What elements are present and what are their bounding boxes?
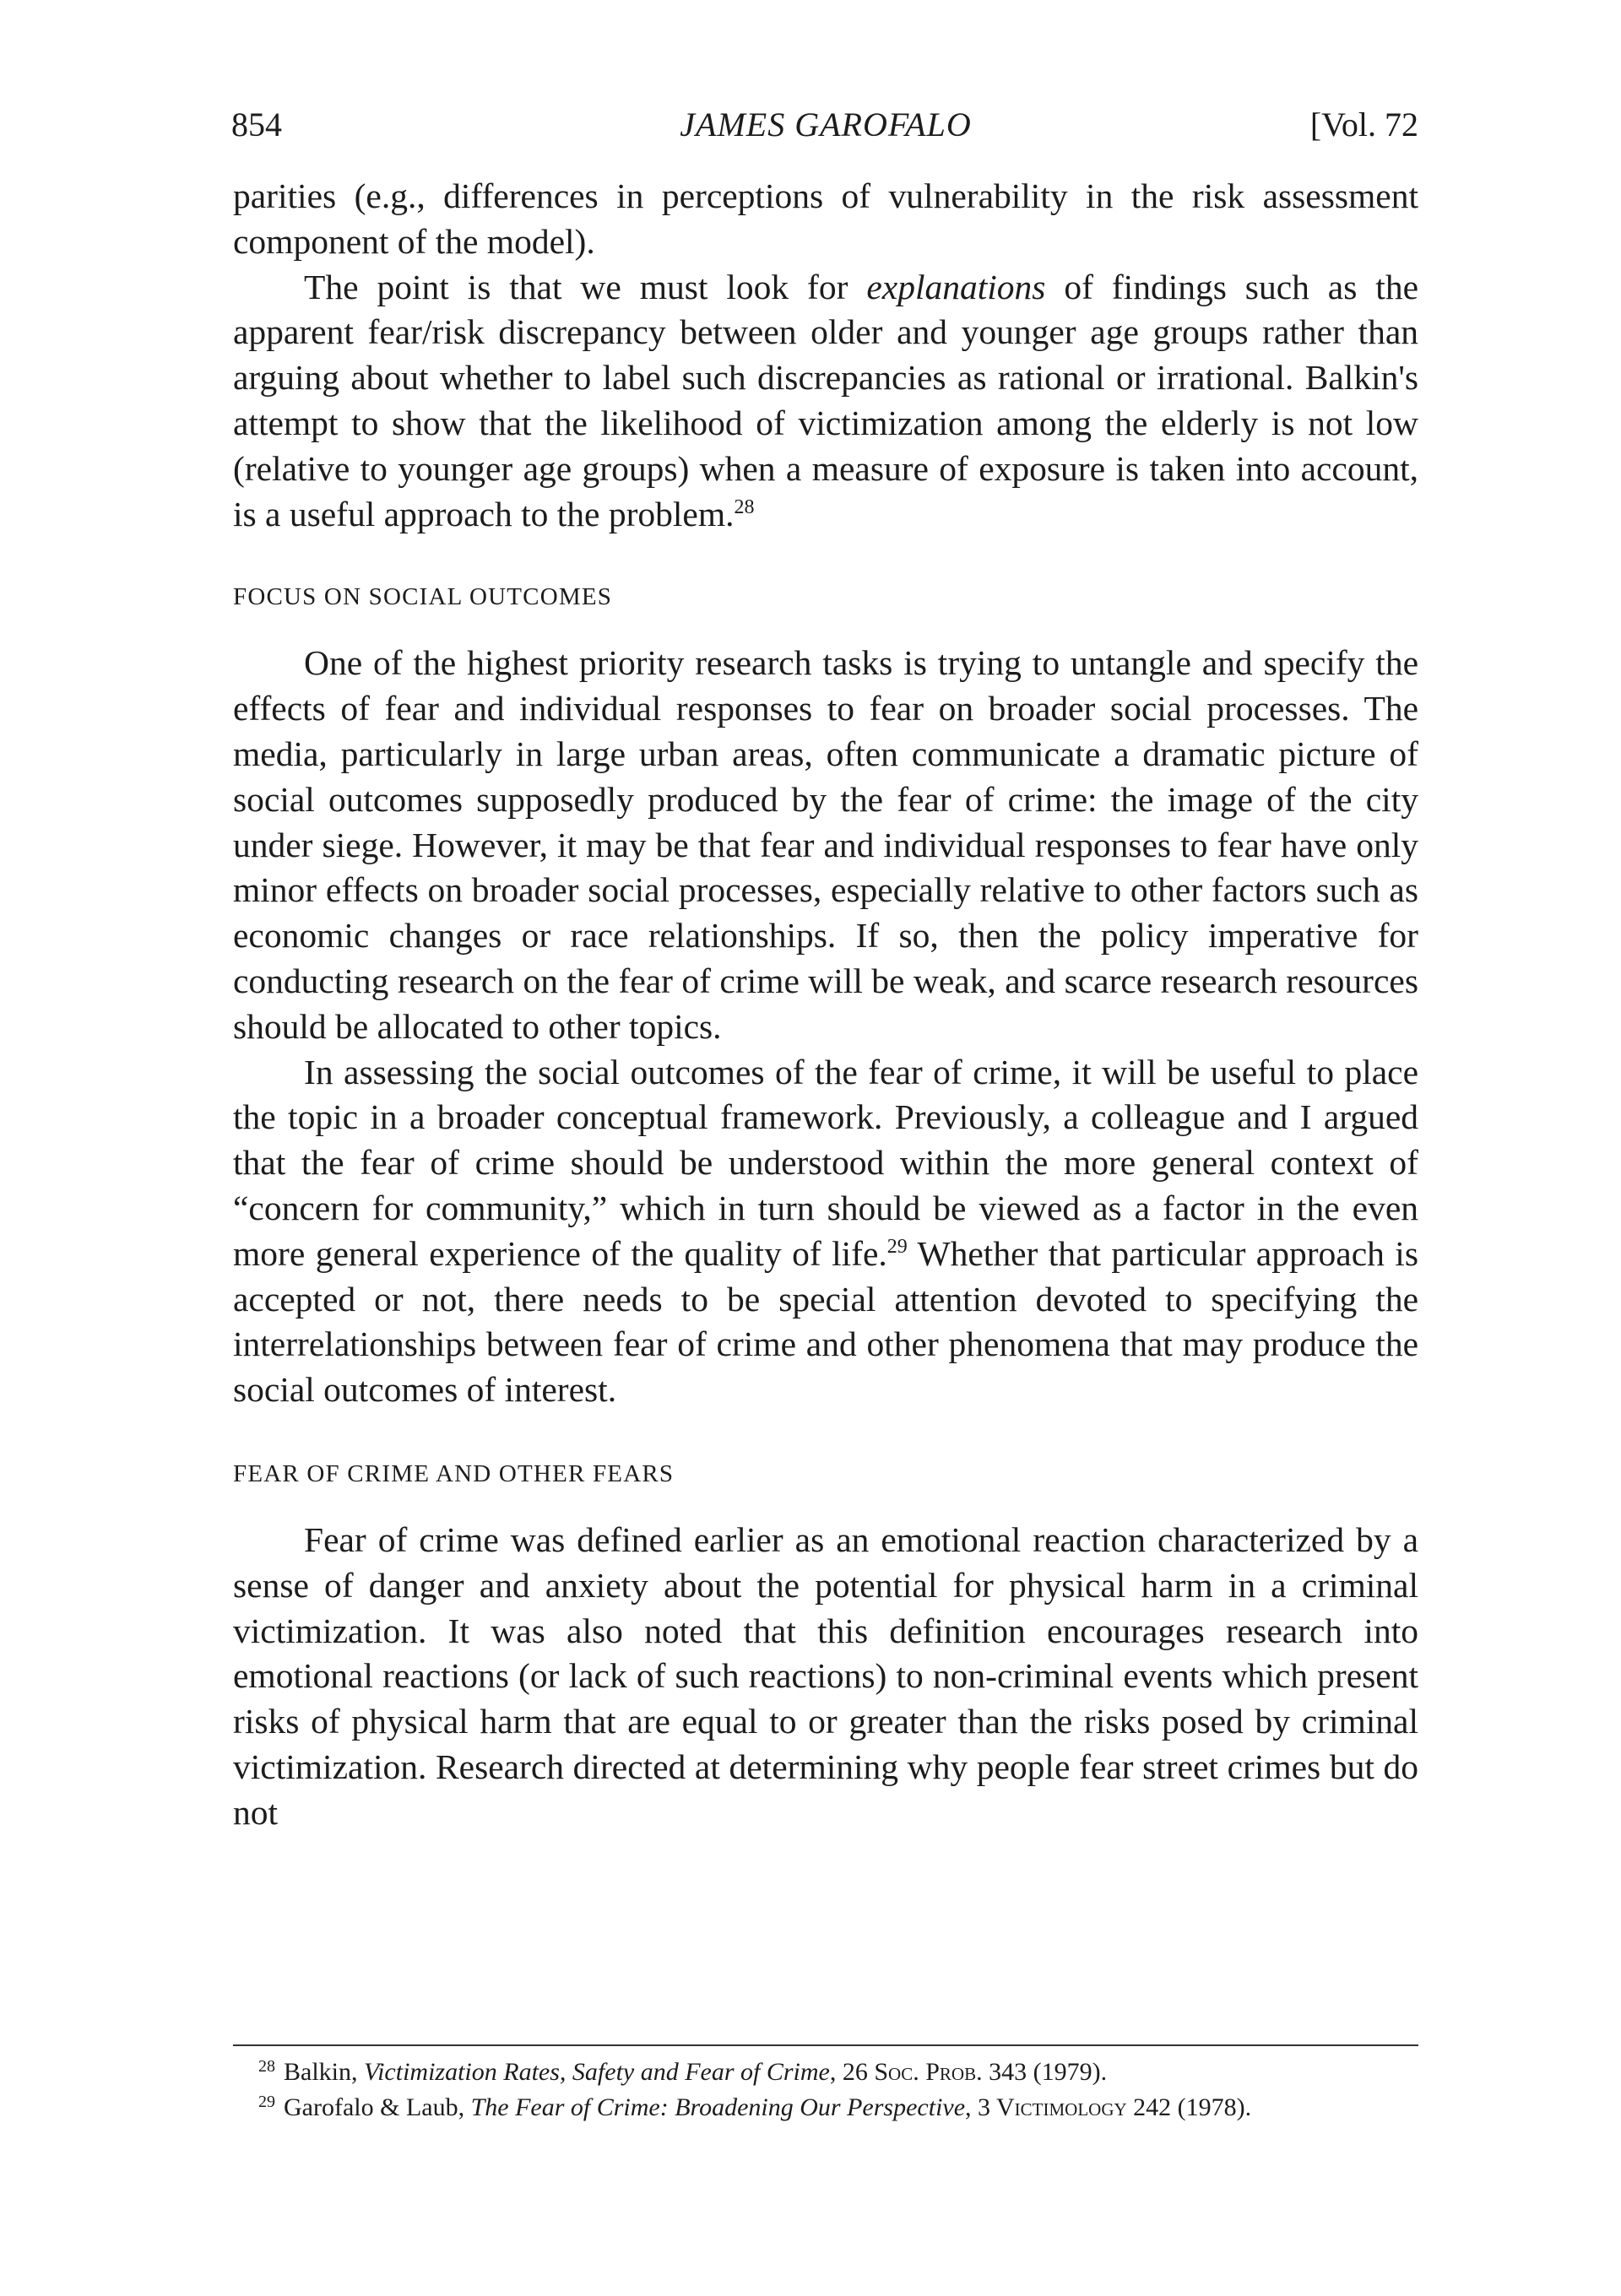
article-body xyxy=(233,174,1418,1836)
footnote-title: Victimization Rates, Safety and Fear of Crime xyxy=(364,2058,830,2086)
footnote-28 xyxy=(233,2055,1418,2090)
social-outcomes-text-before-note: In assessing the social outcomes of the fear of crime, it will be useful to place the topic in a broader conceptual framework. Previously, a colleague and I argued that the fear of crime should be understood within the more general context of “concern for community,” which in turn should be viewed as a factor in the even more general experience of the quality of life. xyxy=(233,1052,1418,1273)
footnote-reference-28: 28 xyxy=(734,495,755,518)
footnote-citation: , 26 Soc. Prob. 343 (1979). xyxy=(829,2058,1108,2086)
footnote-citation: , 3 Victimology 242 (1978). xyxy=(965,2093,1252,2121)
page-number: 854 xyxy=(231,106,282,144)
social-outcomes-text-after-note: Whether that particular approach is accepted or not, there needs to be special attention devoted to specifying the interrelationships between fear of crime and other phenomena that may produce the social outcomes of interest. xyxy=(233,1233,1418,1410)
footnote-title: The Fear of Crime: Broadening Our Perspective xyxy=(470,2093,966,2121)
point-paragraph xyxy=(233,265,1418,538)
emphasized-term: explanations xyxy=(866,267,1046,306)
point-intro: The point is that we must look for xyxy=(304,267,848,306)
running-title: JAMES GAROFALO xyxy=(680,106,972,144)
social-outcomes-paragraph-1: One of the highest priority research tasks is trying to untangle and specify the effects of fear and individual responses to fear on broader social processes. The media, particularly in large urban areas, often communicate a dramatic picture of social outcomes supposedly produced by the fear of crime: the image of the city under siege. However, it may be that fear and individual responses to fear have only minor effects on broader social processes, especially relative to other factors such as economic changes or race relationships. If so, then the policy imperative for conducting research on the fear of crime will be weak, and scarce research resources should be allocated to other topics. xyxy=(233,643,1418,1046)
footnote-number: 28 xyxy=(258,2057,275,2076)
footnote-author: Balkin, xyxy=(284,2058,358,2086)
continuation-text: parities (e.g., differences in perceptions of vulnerability in the risk assessment component of the model). xyxy=(233,176,1418,261)
point-text: of findings such as the apparent fear/risk discrepancy between older and younger age groups rather than arguing about whether to label such discrepancies as rational or irrational. Balkin's attempt to show that the likelihood of victimization among the elderly is not low (relative to younger age groups) when a measure of exposure is taken into account, is a useful approach to the problem. xyxy=(233,267,1418,533)
other-fears-paragraph: Fear of crime was defined earlier as an emotional reaction characterized by a sense of danger and anxiety about the potential for physical harm in a criminal victimization. It was also noted that this definition encourages research into emotional reactions (or lack of such reactions) to non-criminal events which present risks of physical harm that are equal to or greater than the risks posed by criminal victimization. Research directed at determining why people fear street crimes but do not xyxy=(233,1519,1418,1832)
footnote-number: 29 xyxy=(258,2093,275,2111)
footnote-reference-29: 29 xyxy=(886,1235,908,1258)
footnote-author: Garofalo & Laub, xyxy=(284,2093,465,2121)
footnotes xyxy=(233,2044,1418,2125)
section-heading-other-fears: FEAR OF CRIME AND OTHER FEARS xyxy=(233,1459,675,1487)
running-header xyxy=(233,108,1418,159)
continuation-paragraph xyxy=(233,174,1418,265)
volume-label: [Vol. 72 xyxy=(1309,106,1418,144)
section-heading-social-outcomes: FOCUS ON SOCIAL OUTCOMES xyxy=(233,583,613,611)
social-outcomes-paragraph-2 xyxy=(233,1050,1418,1413)
journal-page xyxy=(233,108,1418,1836)
footnote-29 xyxy=(233,2090,1418,2125)
